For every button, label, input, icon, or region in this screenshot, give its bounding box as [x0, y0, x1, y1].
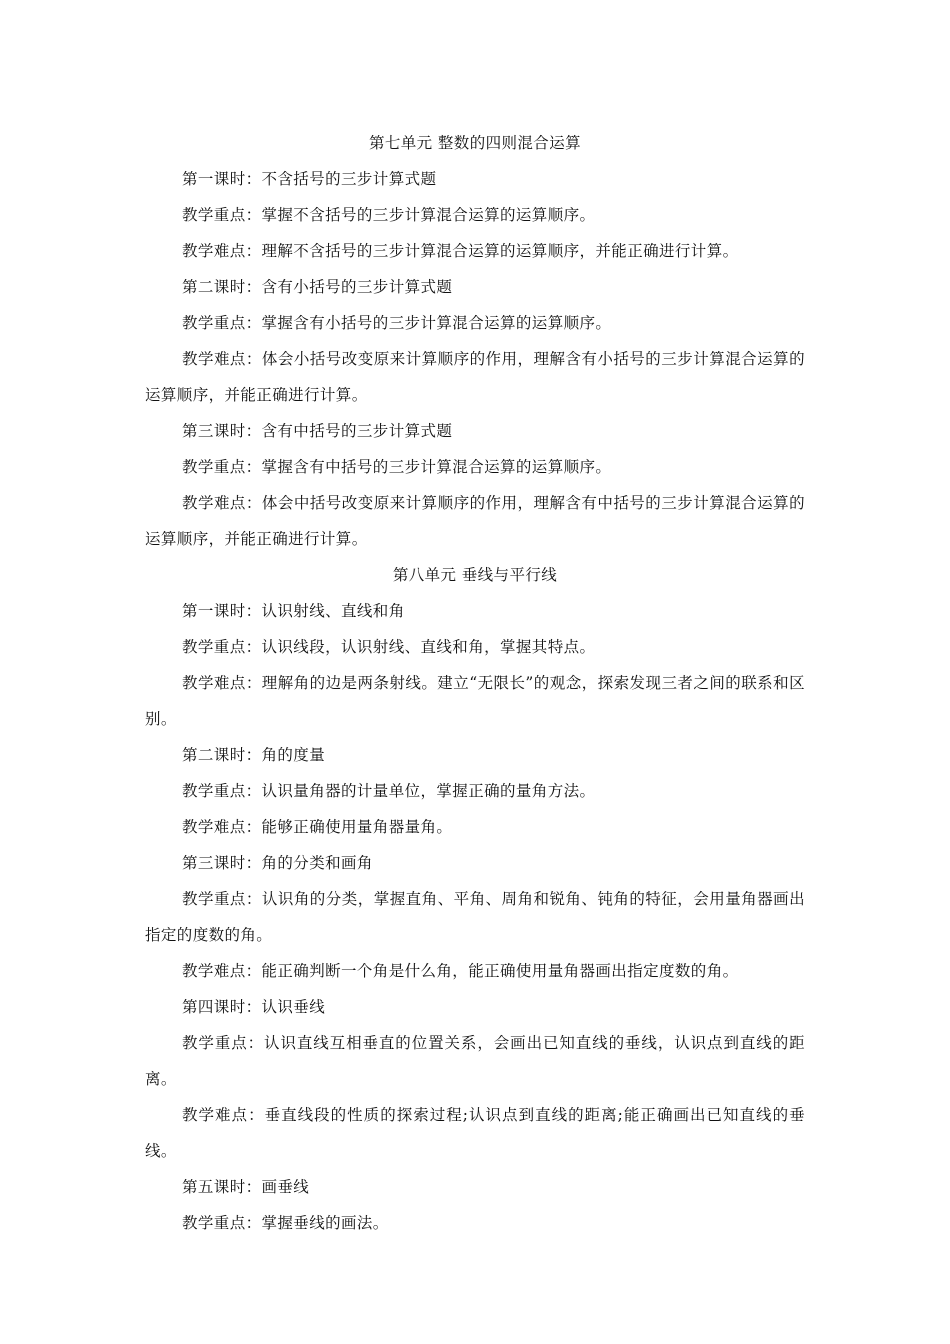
unit-section: [145, 557, 805, 1241]
unit-heading: 第八单元 垂线与平行线: [392, 566, 558, 584]
teaching-key-point: 教学重点：掌握含有中括号的三步计算混合运算的运算顺序。: [182, 458, 612, 476]
lesson-title: 第三课时：含有中括号的三步计算式题: [182, 422, 453, 440]
teaching-difficulty: 教学难点：理解角的边是两条射线。建立“无限长”的观念，探索发现三者之间的联系和区别。: [145, 674, 805, 728]
lesson-title: 第五课时：画垂线: [182, 1178, 310, 1196]
teaching-key-point: 教学重点：认识线段，认识射线、直线和角，掌握其特点。: [182, 638, 596, 656]
lesson-title: 第二课时：角的度量: [182, 746, 326, 764]
lesson-title: 第三课时：角的分类和画角: [182, 854, 373, 872]
unit-section: [145, 125, 805, 557]
teaching-difficulty: 教学难点：垂直线段的性质的探索过程;认识点到直线的距离;能正确画出已知直线的垂线。: [145, 1106, 805, 1160]
lesson-title: 第一课时：不含括号的三步计算式题: [182, 170, 437, 188]
teaching-difficulty: 教学难点：体会小括号改变原来计算顺序的作用，理解含有小括号的三步计算混合运算的运算顺序，并能正确进行计算。: [145, 350, 805, 404]
teaching-key-point: 教学重点：掌握垂线的画法。: [182, 1214, 389, 1232]
teaching-difficulty: 教学难点：能够正确使用量角器量角。: [182, 818, 453, 836]
teaching-key-point: 教学重点：认识量角器的计量单位，掌握正确的量角方法。: [182, 782, 596, 800]
lesson-title: 第二课时：含有小括号的三步计算式题: [182, 278, 453, 296]
teaching-key-point: 教学重点：掌握不含括号的三步计算混合运算的运算顺序。: [182, 206, 596, 224]
teaching-key-point: 教学重点：认识直线互相垂直的位置关系，会画出已知直线的垂线，认识点到直线的距离。: [145, 1034, 805, 1088]
lesson-title: 第四课时：认识垂线: [182, 998, 326, 1016]
unit-heading: 第七单元 整数的四则混合运算: [368, 134, 582, 152]
teaching-difficulty: 教学难点：能正确判断一个角是什么角，能正确使用量角器画出指定度数的角。: [182, 962, 739, 980]
lesson-title: 第一课时：认识射线、直线和角: [182, 602, 405, 620]
teaching-key-point: 教学重点：掌握含有小括号的三步计算混合运算的运算顺序。: [182, 314, 612, 332]
document-body: [145, 125, 805, 1241]
teaching-key-point: 教学重点：认识角的分类，掌握直角、平角、周角和锐角、钝角的特征，会用量角器画出指定的度数的角。: [145, 890, 805, 944]
teaching-difficulty: 教学难点：理解不含括号的三步计算混合运算的运算顺序，并能正确进行计算。: [182, 242, 739, 260]
teaching-difficulty: 教学难点：体会中括号改变原来计算顺序的作用，理解含有中括号的三步计算混合运算的运算顺序，并能正确进行计算。: [145, 494, 805, 548]
